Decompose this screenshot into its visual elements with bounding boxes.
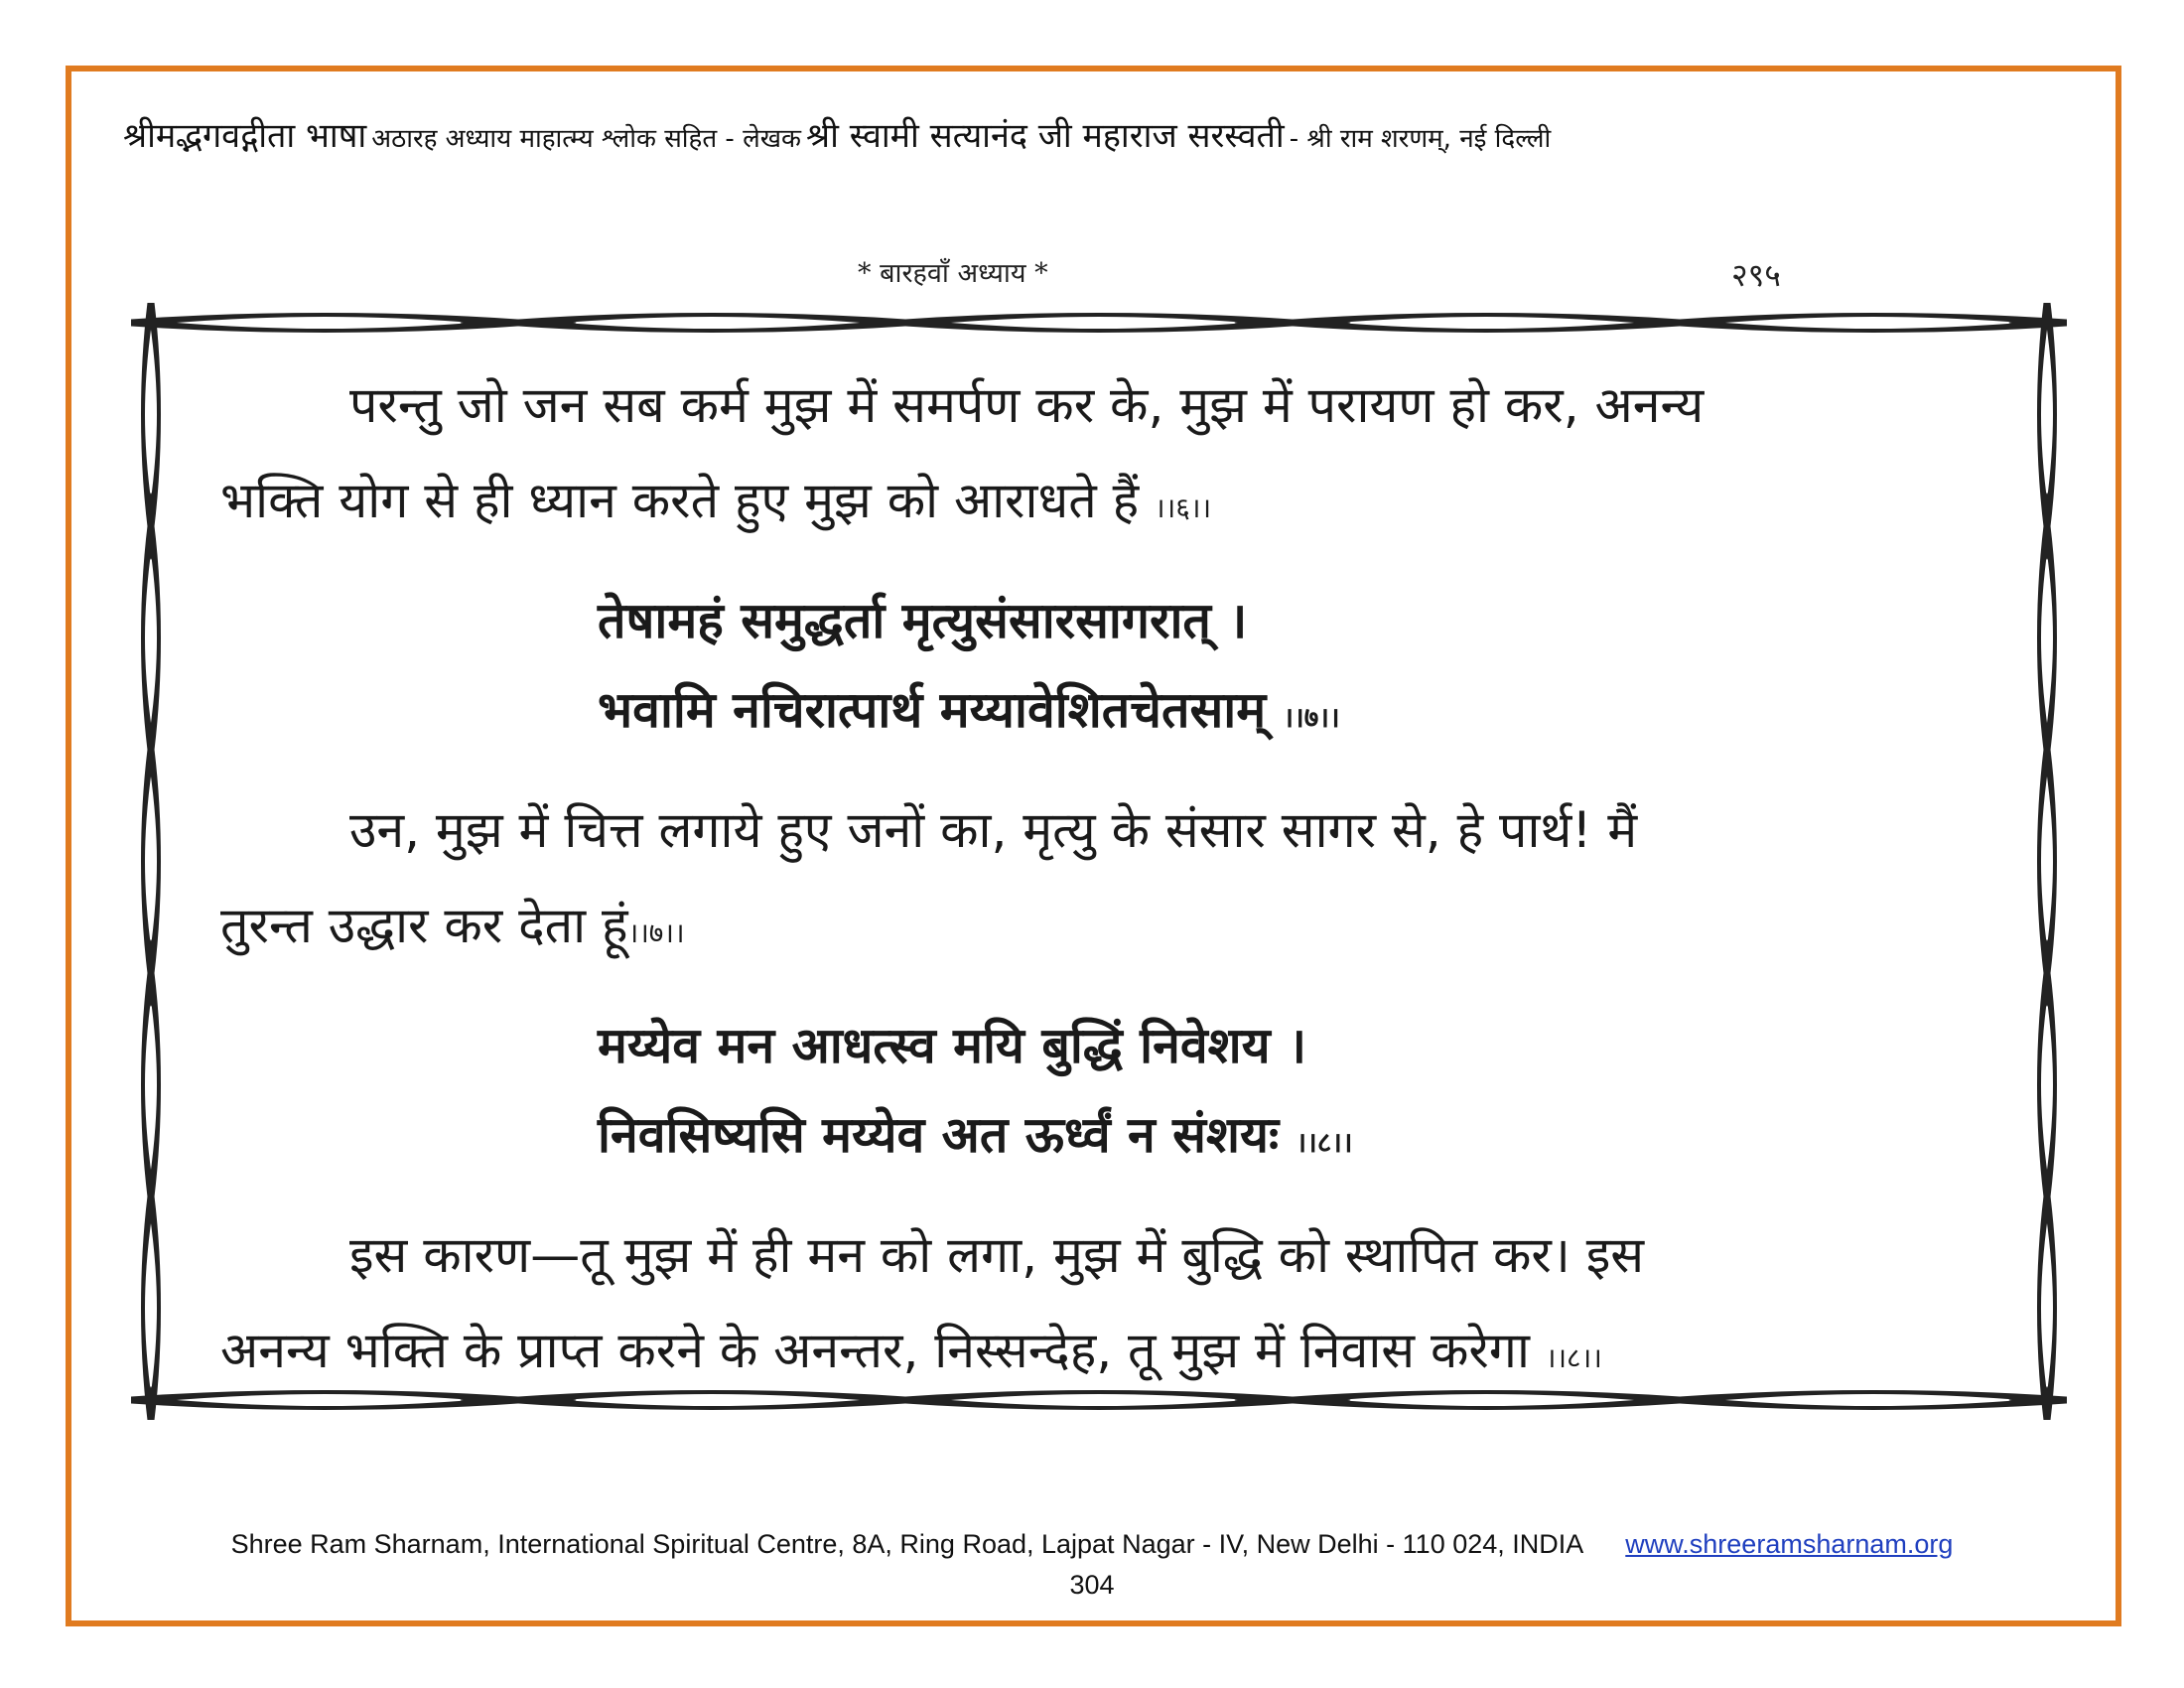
header-subtitle: अठारह अध्याय माहात्म्य श्लोक सहित - लेखक (371, 124, 801, 154)
scanned-page (123, 243, 2069, 1440)
verse8-line1: मय्येव मन आधत्स्व मयि बुद्धिं निवेशय । (598, 1017, 1307, 1074)
verse7-number: ।।७।। (1283, 701, 1340, 734)
footer-page-number: 304 (1069, 1570, 1115, 1600)
para2-number: ।।७।। (627, 916, 685, 949)
para3-line2: अनन्य भक्ति के प्राप्त करने के अनन्तर, निस्सन्देह, तू मुझ में निवास करेगा ।।८।। (220, 1322, 1602, 1379)
verse7-line1: तेषामहं समुद्धर्ता मृत्युसंसारसागरात् । (598, 592, 1248, 649)
document-header (123, 111, 2069, 157)
para3-number: ।।८।। (1545, 1341, 1602, 1374)
scan-page-number: २९५ (1731, 256, 1781, 294)
header-author: श्री स्वामी सत्यानंद जी महाराज सरस्वती (806, 116, 1285, 156)
para2-line2: तुरन्त उद्धार कर देता हूं।।७।। (220, 897, 685, 954)
footer-website-link[interactable]: www.shreeramsharnam.org (1625, 1529, 1954, 1559)
verse8-number: ।।८।। (1296, 1126, 1353, 1159)
verse7-line2: भवामि नचिरात्पार्थ मय्यावेशितचेतसाम् ।।७।। (598, 681, 1340, 739)
para3-line1: इस कारण—तू मुझ में ही मन को लगा, मुझ में बुद्धि को स्थापित कर। इस (349, 1226, 1645, 1284)
para2-line1: उन, मुझ में चित्त लगाये हुए जनों का, मृत्यु के संसार सागर से, हे पार्थ! मैं (349, 801, 1638, 859)
para1-line2: भक्ति योग से ही ध्यान करते हुए मुझ को आराधते हैं ।।६।। (220, 472, 1212, 529)
chain-border-left (131, 303, 171, 1420)
chain-border-right (2027, 303, 2067, 1420)
para1-number: ।।६।। (1155, 492, 1212, 524)
document-footer (0, 1529, 2184, 1601)
chapter-title: * बारहवाँ अध्याय * (858, 258, 1048, 289)
header-title: श्रीमद्भगवद्गीता भाषा (123, 116, 367, 156)
footer-address: Shree Ram Sharnam, International Spiritual Centre, 8A, Ring Road, Lajpat Nagar - IV, New Delhi - 110 024, INDIA (230, 1529, 1584, 1559)
chain-border-top (131, 303, 2067, 343)
header-publisher: - श्री राम शरणम्, नई दिल्ली (1289, 124, 1552, 154)
ornamental-border (131, 303, 2067, 1420)
scripture-content (220, 357, 1987, 1406)
para1-line1: परन्तु जो जन सब कर्म मुझ में समर्पण कर के, मुझ में परायण हो कर, अनन्य (349, 376, 1705, 434)
verse8-line2: निवसिष्यसि मय्येव अत ऊर्ध्वं न संशयः ।।८।। (598, 1106, 1353, 1164)
